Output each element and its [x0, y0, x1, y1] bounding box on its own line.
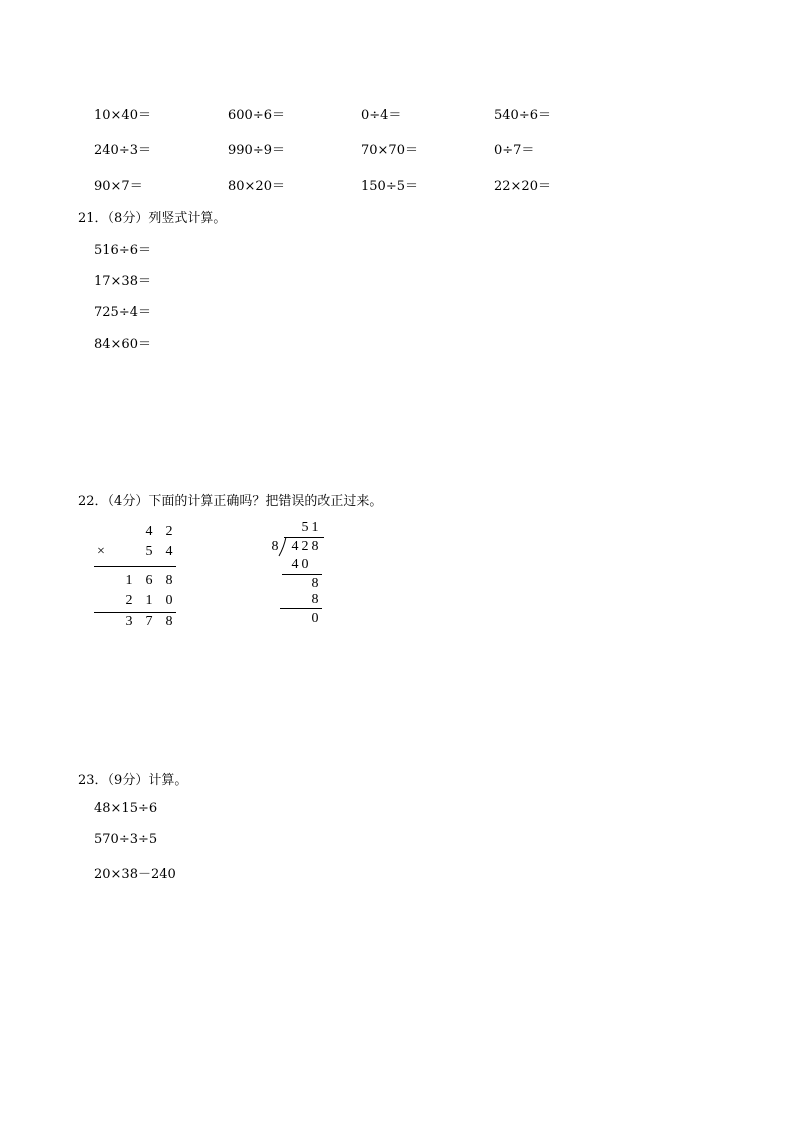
oral-item: 990÷9＝	[228, 143, 285, 158]
oral-item: 70×70＝	[361, 143, 418, 158]
question-21-item: 17×38＝	[94, 274, 151, 289]
oral-item: 10×40＝	[94, 108, 151, 123]
product-digit: 8	[165, 614, 173, 629]
question-21-item: 725÷4＝	[94, 305, 151, 320]
division-bracket-top	[284, 537, 324, 538]
division-rule	[280, 608, 322, 609]
long-division	[266, 518, 330, 630]
multiplier-digit: 5	[145, 544, 153, 559]
question-23-item: 570÷3÷5	[94, 832, 158, 847]
oral-item: 150÷5＝	[361, 179, 418, 194]
division-step-digit: 8	[311, 576, 319, 591]
vertical-multiplication	[88, 520, 180, 632]
oral-item: 600÷6＝	[228, 108, 285, 123]
dividend-digit: 8	[311, 539, 319, 554]
partial-product-digit: 6	[145, 573, 153, 588]
partial-product-digit: 1	[125, 573, 133, 588]
oral-item: 540÷6＝	[494, 108, 551, 123]
oral-item: 240÷3＝	[94, 143, 151, 158]
product-digit: 3	[125, 614, 133, 629]
oral-item: 22×20＝	[494, 179, 551, 194]
division-remainder: 0	[311, 611, 319, 626]
division-step-digit: 0	[301, 557, 309, 572]
oral-item: 90×7＝	[94, 179, 143, 194]
partial-product-digit: 0	[165, 593, 173, 608]
multiplicand-digit: 2	[165, 524, 173, 539]
partial-product-digit: 1	[145, 593, 153, 608]
partial-product-digit: 2	[125, 593, 133, 608]
divisor: 8	[271, 539, 279, 554]
multiplication-rule	[94, 612, 176, 613]
question-23-heading: 23．（9分）计算。	[78, 773, 188, 788]
multiply-sign: ×	[97, 544, 105, 559]
multiplicand-digit: 4	[145, 524, 153, 539]
division-rule	[282, 574, 322, 575]
question-23-item: 48×15÷6	[94, 801, 158, 816]
quotient-digit: 1	[311, 520, 319, 535]
oral-item: 0÷4＝	[361, 108, 402, 123]
product-digit: 7	[145, 614, 153, 629]
oral-item: 80×20＝	[228, 179, 285, 194]
partial-product-digit: 8	[165, 573, 173, 588]
question-21-heading: 21．（8分）列竖式计算。	[78, 211, 227, 226]
dividend-digit: 2	[301, 539, 309, 554]
dividend-digit: 4	[291, 539, 299, 554]
question-21-item: 516÷6＝	[94, 243, 151, 258]
oral-item: 0÷7＝	[494, 143, 535, 158]
question-23-item: 20×38－240	[94, 867, 176, 882]
quotient-digit: 5	[301, 520, 309, 535]
division-step-digit: 4	[291, 557, 299, 572]
question-22-heading: 22．（4分）下面的计算正确吗？把错误的改正过来。	[78, 494, 383, 509]
multiplier-digit: 4	[165, 544, 173, 559]
question-21-item: 84×60＝	[94, 337, 151, 352]
multiplication-rule	[94, 566, 176, 567]
division-step-digit: 8	[311, 592, 319, 607]
